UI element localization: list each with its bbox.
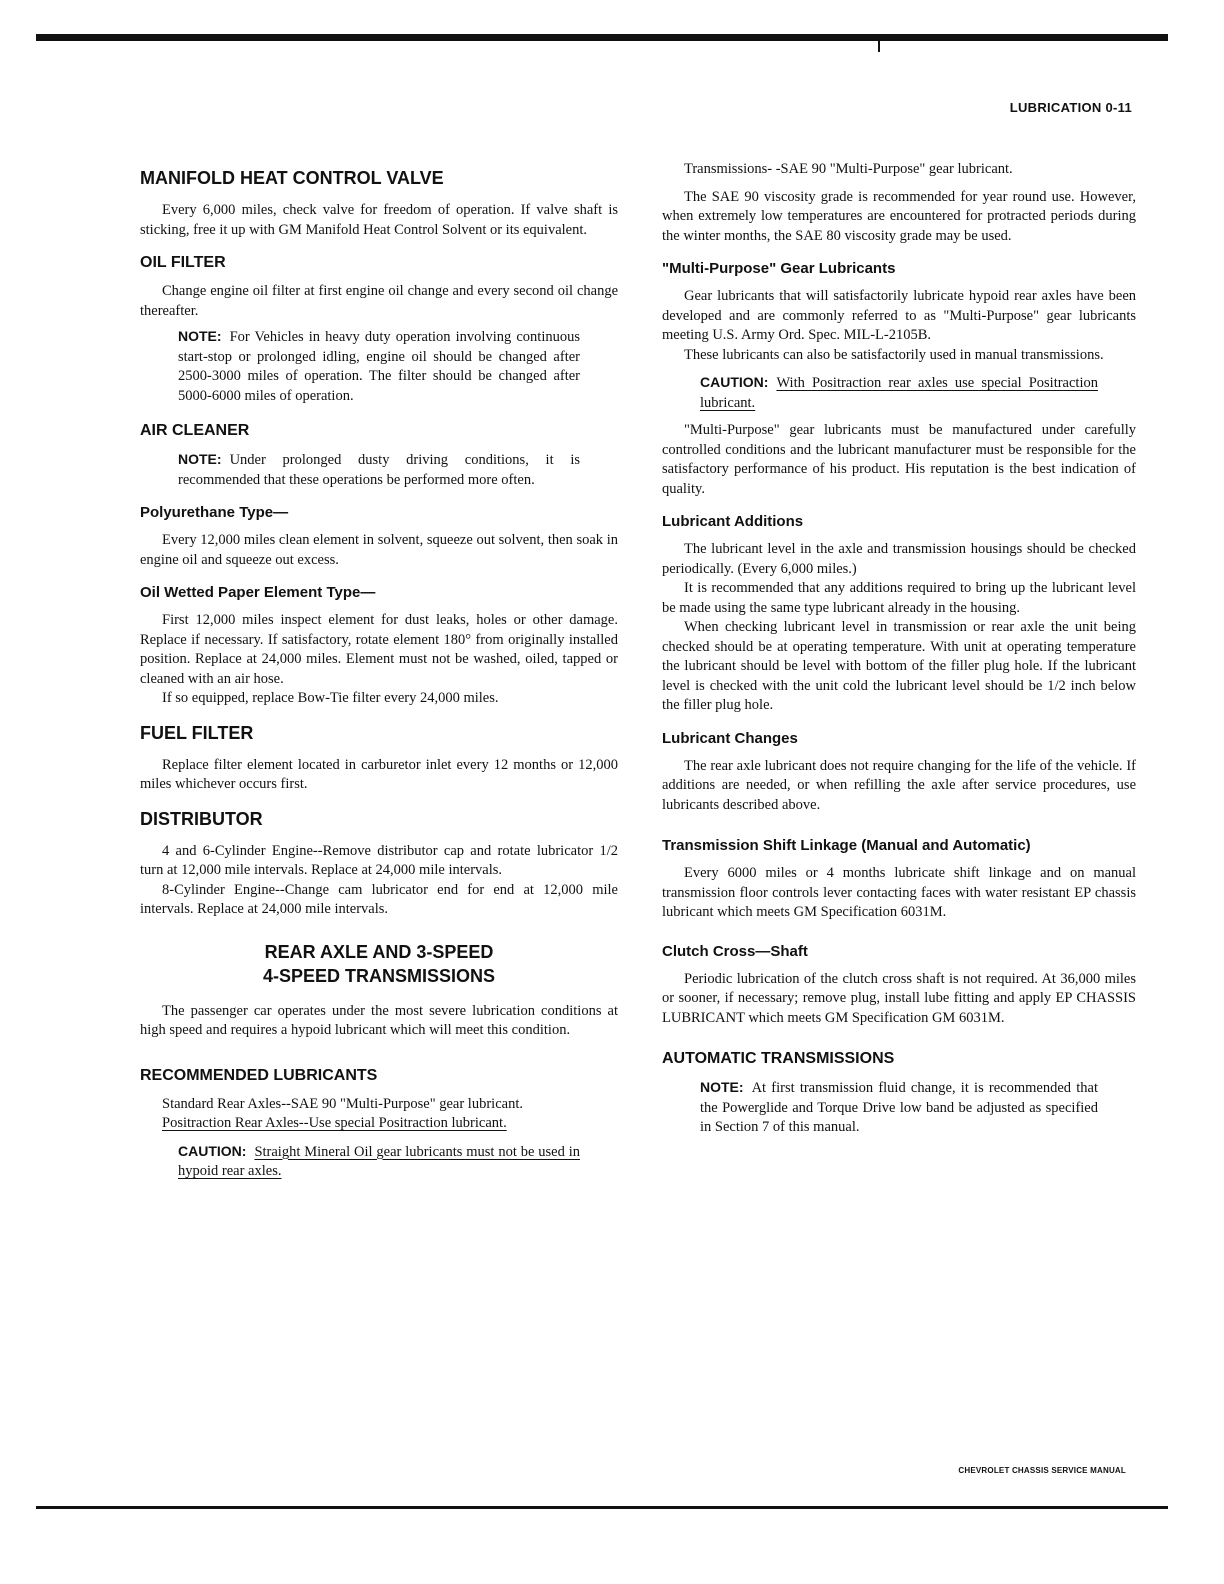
left-column — [140, 160, 618, 1196]
heading-multi-purpose: "Multi-Purpose" Gear Lubricants — [662, 260, 896, 277]
oil-filter-note — [178, 327, 580, 406]
heading-rear-axle-line2: 4-SPEED TRANSMISSIONS — [262, 965, 496, 986]
caution-label: CAUTION: — [700, 374, 769, 390]
additions-body-1: The lubricant level in the axle and transmission housings should be checked periodically. (Every 6,000 miles.) — [662, 541, 1136, 577]
changes-body: The rear axle lubricant does not require changing for the life of the vehicle. If additions are needed, or when refilling the axle after service procedures, use lubricants described above. — [662, 757, 1136, 813]
note-text: For Vehicles in heavy duty operation involving continuous start-stop or prolonged idling, engine oil should be changed after 2500-3000 miles of operation. The filter should be changed after 5000-6000 miles of operation. — [178, 329, 580, 404]
note-label: NOTE: — [700, 1079, 744, 1095]
paper-element-body: First 12,000 miles inspect element for dust leaks, holes or other damage. Replace if necessary. If satisfactory, rotate element 180° from originally installed position. Replace at 24,000 miles. Element must not be washed, oiled, tapped or cleaned with an air hose. — [140, 612, 618, 687]
bow-tie-body: If so equipped, replace Bow-Tie filter every 24,000 miles. — [162, 690, 499, 706]
shift-linkage-body: Every 6000 miles or 4 months lubricate shift linkage and on manual transmission floor controls lever contacting faces with water resistant EP chassis lubricant which meets GM Specification 6031M. — [662, 865, 1136, 920]
heading-clutch-cross-shaft: Clutch Cross—Shaft — [662, 942, 808, 960]
top-tick-mark — [878, 40, 880, 52]
distributor-body-4-6: 4 and 6-Cylinder Engine--Remove distributor cap and rotate lubricator 1/2 turn at 12,000 mile intervals. Replace at 24,000 mile intervals. — [140, 842, 618, 878]
clutch-body: Periodic lubrication of the clutch cross shaft is not required. At 36,000 miles or sooner, if necessary; remove plug, install lube fitting and apply EP CHASSIS LUBRICANT which meets GM Specification GM 6031M. — [662, 970, 1136, 1026]
footer-manual-title: CHEVROLET CHASSIS SERVICE MANUAL — [958, 1466, 1126, 1475]
distributor-body-8: 8-Cylinder Engine--Change cam lubricator end for end at 12,000 mile intervals. Replace at 24,000 mile intervals. — [140, 881, 618, 917]
oil-filter-body: Change engine oil filter at first engine oil change and every second oil change thereafter. — [140, 283, 618, 319]
heading-recommended: RECOMMENDED LUBRICANTS — [140, 1066, 378, 1084]
heading-lubricant-changes: Lubricant Changes — [662, 729, 798, 747]
manifold-body: Every 6,000 miles, check valve for freedom of operation. If valve shaft is sticking, free it up with GM Manifold Heat Control Solvent or its equivalent. — [140, 202, 618, 238]
quality-body: "Multi-Purpose" gear lubricants must be manufactured under carefully controlled conditions and the lubricant manufacturer must be responsible for the satisfactory performance of his product. His reputation is the best indication of quality. — [662, 422, 1136, 497]
heading-automatic-transmissions: AUTOMATIC TRANSMISSIONS — [662, 1050, 895, 1067]
running-head: LUBRICATION 0-11 — [1009, 100, 1132, 115]
automatic-note — [700, 1078, 1098, 1138]
heading-oil-filter: OIL FILTER — [140, 254, 226, 271]
note-label: NOTE: — [178, 328, 222, 344]
fuel-filter-body: Replace filter element located in carburetor inlet every 12 months or 12,000 miles whichever occurs first. — [140, 756, 618, 792]
heading-distributor: DISTRIBUTOR — [140, 808, 263, 829]
hypoid-caution — [178, 1142, 580, 1182]
heading-rear-axle — [140, 940, 618, 988]
heading-shift-linkage: Transmission Shift Linkage (Manual and Automatic) — [662, 837, 1031, 854]
heading-paper-element: Oil Wetted Paper Element Type— — [140, 584, 376, 601]
bottom-rule — [36, 1506, 1168, 1509]
heading-fuel-filter: FUEL FILTER — [140, 722, 254, 743]
heading-polyurethane: Polyurethane Type— — [140, 504, 289, 521]
note-label: NOTE: — [178, 451, 222, 467]
standard-rear-axles-body: Standard Rear Axles--SAE 90 "Multi-Purpose" gear lubricant. — [162, 1095, 523, 1112]
positraction-caution — [700, 373, 1098, 413]
viscosity-body: The SAE 90 viscosity grade is recommended for year round use. However, when extremely low temperatures are encountered for protracted periods during the winter months, the SAE 80 viscosity grade may be used. — [662, 188, 1136, 244]
manual-transmissions-body: These lubricants can also be satisfactorily used in manual transmissions. — [684, 346, 1104, 363]
transmissions-body: Transmissions- -SAE 90 "Multi-Purpose" gear lubricant. — [684, 161, 1013, 177]
heading-lubricant-additions: Lubricant Additions — [662, 513, 804, 530]
top-rule — [36, 34, 1168, 41]
heading-rear-axle-line1: REAR AXLE AND 3-SPEED — [264, 941, 494, 962]
polyurethane-body: Every 12,000 miles clean element in solvent, squeeze out solvent, then soak in engine oil and squeeze out excess. — [140, 532, 618, 568]
rear-axle-body: The passenger car operates under the most severe lubrication conditions at high speed and requires a hypoid lubricant which will meet this condition. — [140, 1002, 618, 1038]
heading-air-cleaner: AIR CLEANER — [140, 422, 250, 439]
caution-label: CAUTION: — [178, 1142, 247, 1159]
note-text: Under prolonged dusty driving conditions, it is recommended that these operations be performed more often. — [178, 452, 580, 488]
caution-text: With Positraction rear axles use special Positraction lubricant. — [700, 375, 1098, 411]
caution-text: Straight Mineral Oil gear lubricants must not be used in hypoid rear axles. — [178, 1143, 580, 1179]
heading-manifold: MANIFOLD HEAT CONTROL VALVE — [140, 168, 444, 188]
air-cleaner-note — [178, 450, 580, 490]
additions-body-2: It is recommended that any additions required to bring up the lubricant level be made using the same type lubricant already in the housing. — [662, 580, 1136, 616]
multi-purpose-body: Gear lubricants that will satisfactorily lubricate hypoid rear axles have been developed and are commonly referred to as "Multi-Purpose" gear lubricants meeting U.S. Army Ord. Spec. MIL-L-2105B. — [662, 288, 1136, 343]
positraction-body: Positraction Rear Axles--Use special Positraction lubricant. — [162, 1115, 507, 1131]
additions-body-3: When checking lubricant level in transmission or rear axle the unit being checked should be at operating temperature. With unit at operating temperature the lubricant should be level with bottom of the filler plug hole. If the lubricant level is checked with the unit cold the lubricant level should be 1/2 inch below the filler plug hole. — [662, 619, 1136, 713]
right-column — [662, 160, 1136, 1152]
note-text: At first transmission fluid change, it is recommended that the Powerglide and Torque Drive low band be adjusted as specified in Section 7 of this manual. — [700, 1080, 1098, 1135]
